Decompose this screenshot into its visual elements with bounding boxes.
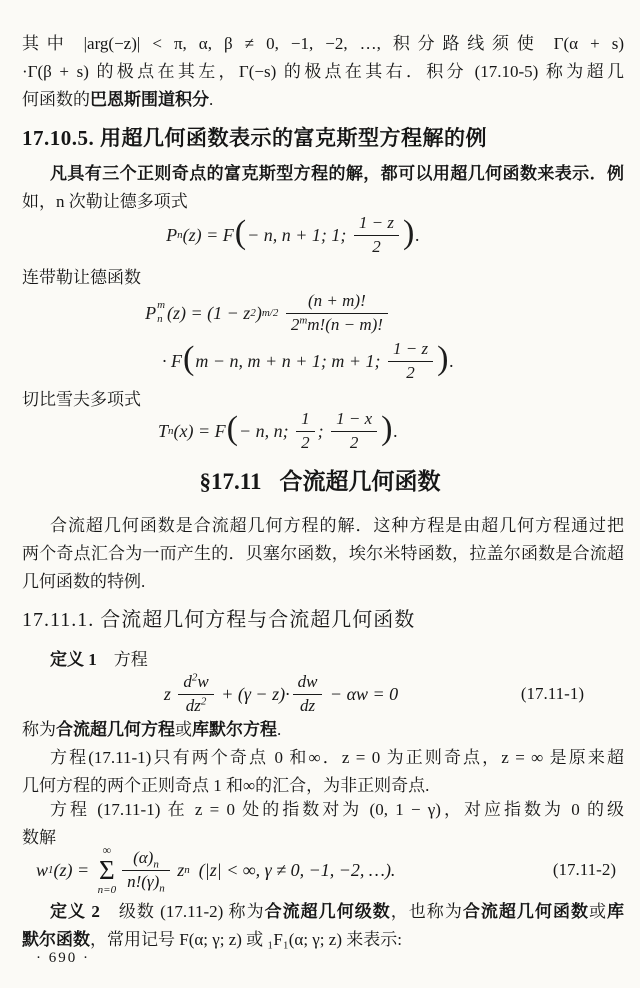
text-line: 默尔函数，常用记号 F(α; γ; z) 或 ₁F₁(α; γ; z) 来表示: [22,930,402,949]
equation-series [22,843,624,896]
definition-2 [22,898,624,954]
text-line: 方程 (17.11-1) 在 z = 0 处的指数对为 (0, 1 − γ)，对应指数为 0 的级 [50,800,624,819]
singular-points-paragraph [22,744,624,800]
heading-17-11 [0,466,640,498]
text-line: 如，n 次勒让德多项式 [22,192,188,211]
kummer-name-paragraph [22,716,624,744]
text-line: 定义 2 级数 (17.11-2) 称为合流超几何级数，也称为合流超几何函数或库 [50,902,625,921]
heading-17-11-1: 17.11.1. 合流超几何方程与合流超几何函数 [22,609,416,631]
formula-legendre: P n (z) = F ( − n, n + 1; 1; $\frac{1 - z}{2}$ ) . [166,213,420,256]
text-line: 两个奇点汇合为一而产生的．贝塞尔函数，埃尔米特函数，拉盖尔函数是合流超 [22,544,624,563]
equation-kummer [22,670,624,718]
label-assoc-legendre: 连带勒让德函数 [22,268,141,287]
text-line: 几何函数的特例. [22,572,146,591]
text-line: ·Γ(β + s) 的极点在其左，Γ(−s) 的极点在其右．积分 (17.10-5) 称为超几 [22,62,624,81]
text-line: 方程(17.11-1)只有两个奇点 0 和∞．z = 0 为正则奇点，z = ∞ 是原来超 [50,748,624,767]
text-line: 何函数的巴恩斯围道积分. [22,90,214,109]
label-chebyshev: 切比雪夫多项式 [22,390,141,409]
heading-17-10-5: 17.10.5. 用超几何函数表示的富克斯型方程解的例 [22,126,487,150]
text-line: 凡具有三个正则奇点的富克斯型方程的解，都可以用超几何函数来表示．例 [50,164,624,183]
intro-paragraph [22,30,624,114]
formula-chebyshev: T n (x) = F ( − n, n; $\frac{1}{2}$ ; $\frac{1 - x}{2}$ ) . [157,409,399,452]
equation-number: (17.11-1) [520,684,584,703]
equation-number: (17.11-2) [552,860,616,879]
formula-assoc-legendre-line1: P m n (z) = (1 − z 2 ) m/2 $\frac{(n + m)!}{2^mm!(n - m)!}$ [0,290,569,336]
text-line: 其中 |arg(−z)| < π, α, β ≠ 0, −1, −2, …, 积分路线须使 Γ(α + s) [22,34,624,53]
text-line: 数解 [22,828,56,847]
section-number: §17.11 [199,469,262,494]
text-line: 几何方程的两个正则奇点 1 和∞的汇合，为非正则奇点. [22,776,430,795]
text-line: 称为合流超几何方程或库默尔方程. [22,720,282,739]
confluent-intro-paragraph [22,512,624,596]
fuchs-paragraph [22,160,624,216]
equation-body: w 1 (z) = ∞ Σ n=0 $\frac{(\alpha)_n}{n!(\gamma)_n}$ z n (|z| < ∞, γ ≠ 0, −1, −2, …). [36,843,396,896]
text-line: 定义 1 方程 [50,650,148,669]
text-line: 合流超几何函数是合流超几何方程的解．这种方程是由超几何方程通过把 [50,516,624,535]
section-title: 合流超几何函数 [279,469,441,494]
page-number: · 690 · [36,950,90,966]
equation-body: z $\frac{d^2w}{dz^2}$ + (γ − z)· $\frac{dw}{dz}$ − αw = 0 [163,671,399,715]
formula-assoc-legendre-line2: · F ( m − n, m + n + 1; m + 1; $\frac{1 - z}{2}$ ) . [162,339,454,382]
